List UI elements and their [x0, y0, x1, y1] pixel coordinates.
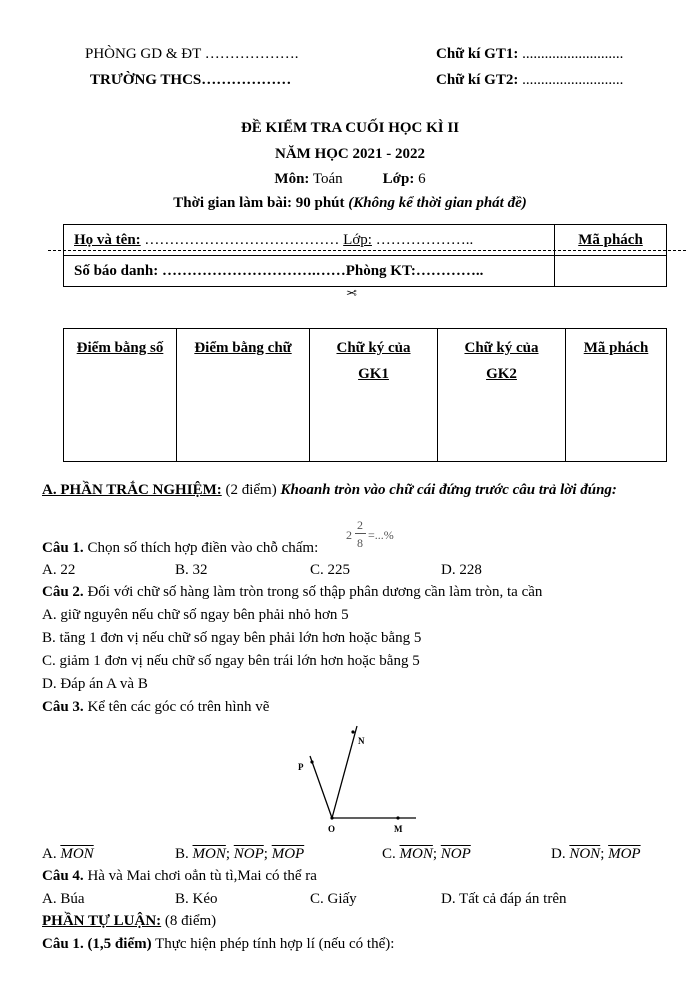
time-line	[0, 195, 700, 212]
section-b-points: (8 điểm)	[161, 913, 217, 929]
gk2-header-line2: GK2	[486, 366, 517, 382]
q3-c-prefix: C.	[382, 846, 400, 862]
q3-option-a[interactable]	[42, 846, 94, 863]
grade-value: 6	[414, 171, 426, 187]
subject-line	[0, 171, 700, 188]
section-a-heading	[42, 482, 617, 499]
q4-option-c[interactable]: C. Giấy	[310, 891, 357, 907]
q3-b-angle2: $\overline{NOP}$	[233, 846, 264, 862]
q3-a-angle1: $\overline{MON}$	[60, 846, 94, 862]
gt1-signature	[436, 46, 623, 63]
label-p: P	[298, 762, 304, 772]
section-a-title: A. PHẦN TRẮC NGHIỆM:	[42, 482, 222, 498]
section-a-points: (2 điểm)	[221, 482, 281, 498]
gt2-dots: ...........................	[518, 72, 624, 88]
school-year: NĂM HỌC 2021 - 2022	[275, 146, 425, 162]
q3-c-angle2: $\overline{NOP}$	[440, 846, 471, 862]
q3-body: Kể tên các góc có trên hình vẽ	[83, 699, 270, 715]
exam-title: ĐỀ KIỂM TRA CUỐI HỌC KÌ II	[240, 120, 460, 136]
gt2-signature	[436, 72, 623, 89]
q3-text	[42, 699, 269, 716]
tl1-text	[42, 936, 394, 953]
q1-fraction-bar	[355, 533, 366, 534]
subject-value: Toán	[309, 171, 343, 187]
label-n: N	[358, 736, 365, 746]
q3-option-b[interactable]	[175, 846, 304, 863]
gk1-header	[310, 329, 438, 462]
name-label: Họ và tên:	[74, 231, 141, 248]
label-m: M	[394, 824, 403, 834]
q4-label: Câu 4.	[42, 868, 84, 884]
subject-label: Môn:	[274, 171, 310, 187]
tl1-body: Thực hiện phép tính hợp lí (nếu có thể):	[151, 936, 395, 952]
q1-option-a[interactable]: A. 22	[42, 562, 76, 578]
time-note: (Không kể thời gian phát đề)	[348, 195, 527, 211]
q3-option-d[interactable]	[551, 846, 641, 863]
q3-option-c[interactable]	[382, 846, 471, 863]
q2-text	[42, 584, 542, 601]
point-p	[310, 760, 313, 763]
q1-whole: 2	[346, 528, 352, 542]
q1-label: Câu 1.	[42, 540, 84, 556]
code-header: Mã phách	[566, 329, 667, 462]
cut-line	[48, 250, 686, 251]
q3-b-angle1: $\overline{MON}$	[192, 846, 226, 862]
name-dots: …………………………………	[140, 231, 340, 248]
angle-figure	[290, 722, 430, 840]
q2-option-b[interactable]: B. tăng 1 đơn vị nếu chữ số ngay bên phải lớn hơn hoặc bằng 5	[42, 630, 422, 646]
q1-numerator: 2	[357, 518, 363, 532]
q4-option-a[interactable]: A. Búa	[42, 891, 85, 907]
department-line: PHÒNG GD & ĐT ……………….	[85, 46, 299, 62]
point-n	[351, 730, 354, 733]
section-b-title: PHẦN TỰ LUẬN:	[42, 913, 162, 929]
tl1-label: Câu 1	[42, 936, 80, 952]
score-word-header: Điểm bằng chữ	[177, 329, 310, 462]
label-o: O	[328, 824, 336, 834]
q3-d-sep1: ;	[600, 846, 609, 862]
gk1-header-line1: Chữ ký của	[336, 340, 411, 356]
gk1-header-line2: GK1	[358, 366, 389, 382]
q3-label: Câu 3.	[42, 699, 84, 715]
q1-option-b[interactable]: B. 32	[175, 562, 208, 578]
q3-d-angle1: $\overline{NON}$	[569, 846, 601, 862]
gk2-header	[438, 329, 566, 462]
q1-tail: =...%	[368, 528, 394, 542]
q1-option-d[interactable]: D. 228	[441, 562, 482, 578]
q1-denominator: 8	[357, 536, 363, 550]
time-label: Thời gian làm bài: 90 phút	[173, 195, 349, 211]
point-m	[396, 816, 399, 819]
point-o	[330, 816, 333, 819]
student-info-table	[63, 224, 667, 287]
q4-option-d[interactable]: D. Tất cả đáp án trên	[441, 891, 567, 907]
section-a-instruction: Khoanh tròn vào chữ cái đứng trước câu trả lời đúng:	[280, 482, 617, 498]
class-label: Lớp:	[343, 231, 372, 248]
section-b-heading	[42, 913, 216, 930]
ray-on	[332, 726, 357, 818]
q3-b-angle3: $\overline{MOP}$	[271, 846, 305, 862]
sbd-cell[interactable]: Số báo danh: ………………………….……Phòng KT:…………..	[64, 256, 555, 287]
scissors-icon: ✂	[346, 284, 357, 299]
q2-option-c[interactable]: C. giảm 1 đơn vị nếu chữ số ngay bên trái lớn hơn hoặc bằng 5	[42, 653, 420, 669]
q2-option-d[interactable]: D. Đáp án A và B	[42, 676, 148, 692]
grade-label: Lớp:	[382, 171, 415, 187]
q2-label: Câu 2.	[42, 584, 84, 600]
q3-a-prefix: A.	[42, 846, 61, 862]
q3-b-prefix: B.	[175, 846, 193, 862]
q1-text	[42, 540, 318, 557]
code-cell	[555, 256, 667, 287]
q1-option-c[interactable]: C. 225	[310, 562, 351, 578]
gt1-dots: ...........................	[518, 46, 624, 62]
code-label: Mã phách	[555, 225, 667, 256]
tl1-points: . (1,5 điểm)	[79, 936, 152, 952]
school-line: TRƯỜNG THCS………………	[90, 72, 292, 88]
score-table	[63, 328, 667, 462]
q2-option-a[interactable]: A. giữ nguyên nếu chữ số ngay bên phải nhỏ hơn 5	[42, 607, 349, 623]
ray-op	[310, 756, 332, 818]
q3-d-angle2: $\overline{MOP}$	[608, 846, 641, 862]
q3-c-sep1: ;	[432, 846, 441, 862]
gt1-label: Chữ kí GT1:	[436, 46, 519, 62]
gk2-header-line1: Chữ ký của	[464, 340, 539, 356]
q1-body: Chọn số thích hợp điền vào chỗ chấm:	[83, 540, 319, 556]
q3-b-sep1: ;	[225, 846, 234, 862]
q4-body: Hà và Mai chơi oẳn tù tì,Mai có thể ra	[83, 868, 317, 884]
score-number-header: Điểm bằng số	[64, 329, 177, 462]
class-dots: ………………..	[371, 231, 474, 248]
q4-text	[42, 868, 317, 885]
q2-body: Đối với chữ số hàng làm tròn trong số thập phân dương cần làm tròn, ta cần	[83, 584, 543, 600]
gt2-label: Chữ kí GT2:	[436, 72, 519, 88]
q3-c-angle1: $\overline{MON}$	[399, 846, 433, 862]
q3-d-prefix: D.	[551, 846, 570, 862]
q3-b-sep2: ;	[263, 846, 272, 862]
q4-option-b[interactable]: B. Kéo	[175, 891, 218, 907]
